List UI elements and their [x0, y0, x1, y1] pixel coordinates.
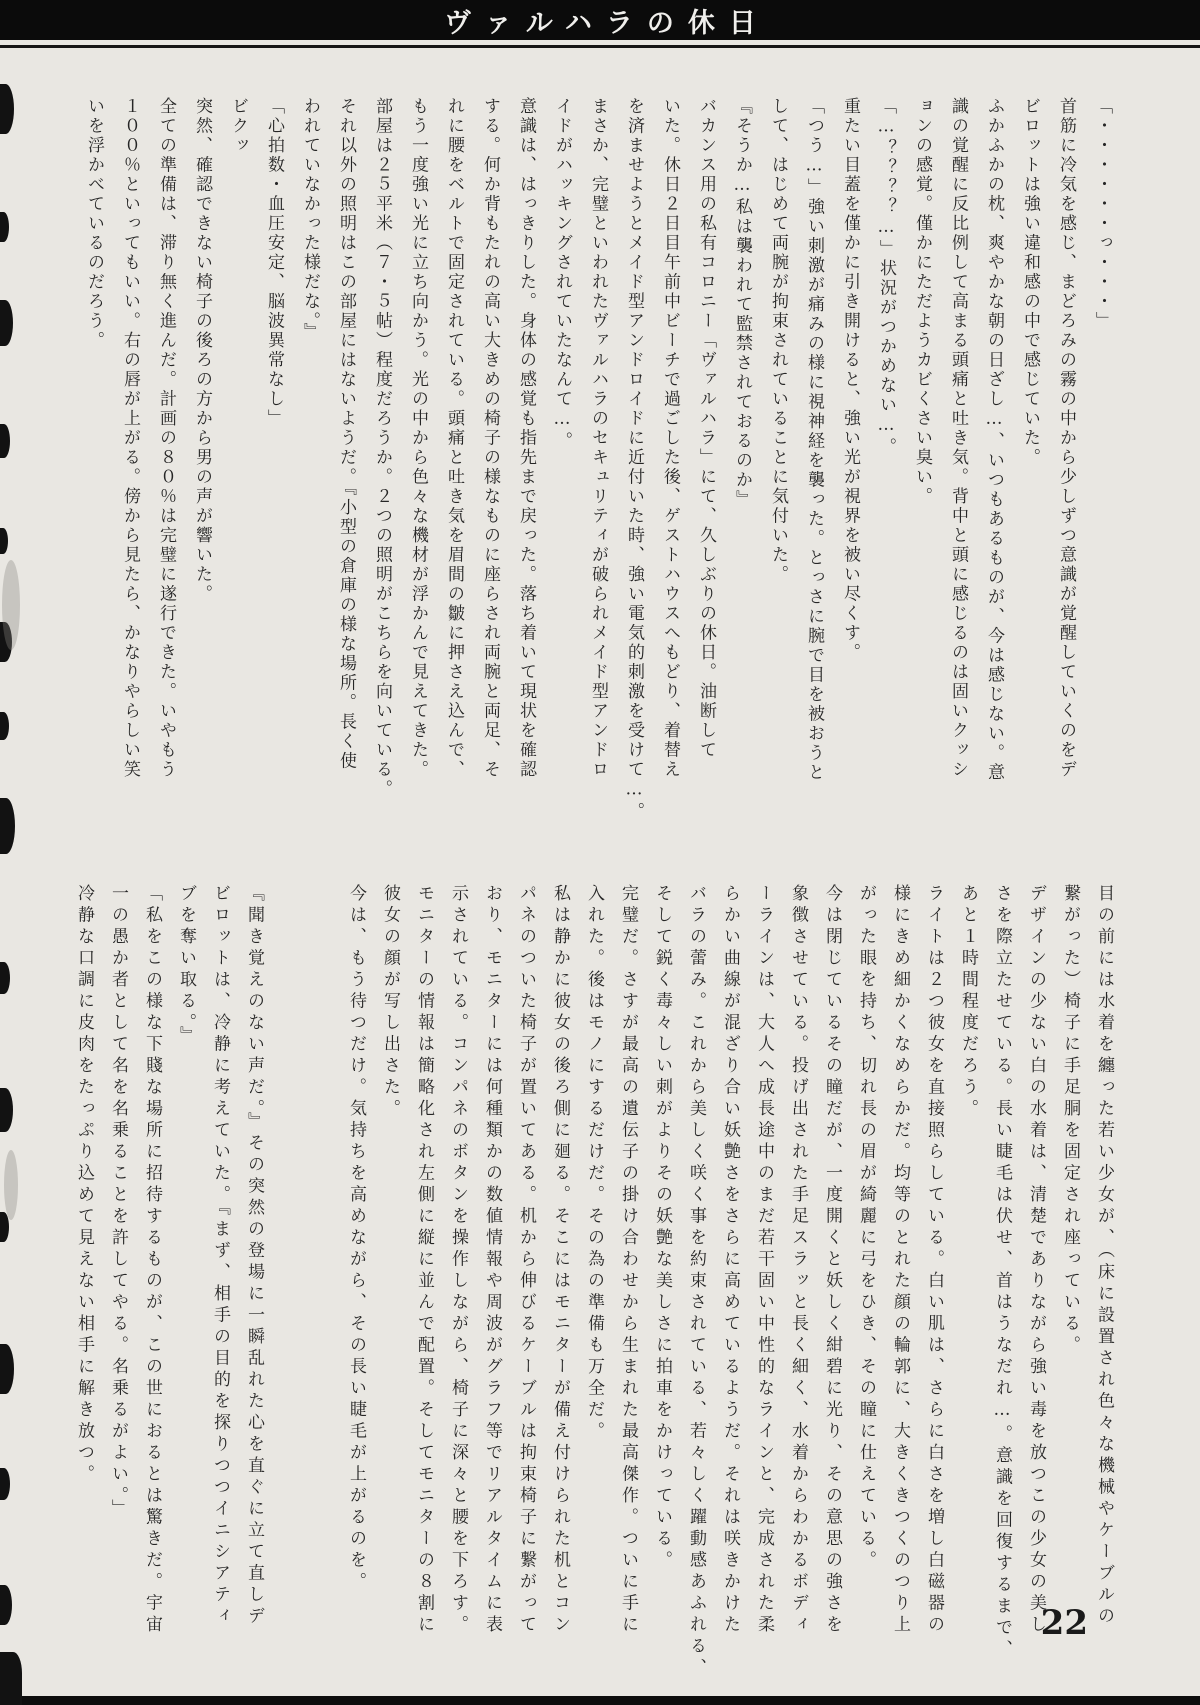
- scan-artifact: [0, 798, 15, 854]
- scan-artifact: [0, 1468, 10, 1500]
- text-column: まさか、完璧といわれたヴァルハラのセキュリティが破られメイド型アンドロ: [588, 97, 608, 780]
- text-column: 象徴させている。投げ出された手足スラッと長く細く、水着からわかるボディ: [788, 884, 808, 1637]
- text-column: 示されている。コンパネのボタンを操作しながら、椅子に深々と腰を下ろす。: [448, 884, 468, 1637]
- text-column: １００％といってもいい。右の唇が上がる。傍から見たら、かなりやらしい笑: [120, 97, 140, 780]
- text-column: 重たい目蓋を僅かに引き開けると、強い光が視界を被い尽くす。: [840, 97, 860, 663]
- text-column: ふかふかの枕、爽やかな朝の日ざし…、いつもあるものが、今は感じない。意: [984, 97, 1004, 783]
- text-column: われていなかった様だな。』: [300, 97, 320, 342]
- scan-artifact: [0, 1088, 13, 1132]
- text-column: 目の前には水着を纏った若い少女が、（床に設置され色々な機械やケーブルの: [1094, 884, 1114, 1628]
- text-column: ョンの感覚。僅かにただようカビくさい臭い。: [912, 97, 932, 507]
- page-number: 22: [1040, 1603, 1088, 1643]
- text-column: 「心拍数・血圧安定、脳波異常なし」: [264, 97, 284, 429]
- text-column: 突然、確認できない椅子の後ろの方から男の声が響いた。: [192, 97, 212, 604]
- text-column: さを際立たせている。長い睫毛は伏せ、首はうなだれ…。意識を回復するまで、: [992, 884, 1012, 1661]
- text-column: 『聞き覚えのない声だ。』その突然の登場に一瞬乱れた心を直ぐに立て直しデ: [244, 884, 264, 1628]
- text-column: そして鋭く毒々しい刺がよりその妖艶な美しさに拍車をかけっている。: [652, 884, 672, 1572]
- text-column: 私は静かに彼女の後ろ側に廻る。そこにはモニターが備え付けられた机とコン: [550, 884, 570, 1637]
- text-column: を済ませようとメイド型アンドロイドに近付いた時、強い電気的刺激を受けて…。: [624, 97, 644, 822]
- text-column: デザインの少ない白の水着は、清楚でありながら強い毒を放つこの少女の美し: [1026, 884, 1046, 1637]
- text-column: 「つう…」強い刺激が痛みの様に視神経を襲った。とっさに腕で目を被おうと: [804, 97, 824, 783]
- text-column: 繋がった）椅子に手足胴を固定され座っている。: [1060, 884, 1080, 1357]
- text-column: ビクッ: [228, 97, 248, 156]
- text-column: ライトは２つ彼女を直接照らしている。白い肌は、さらに白さを増し白磁器の: [924, 884, 944, 1637]
- text-column: 意識は、はっきりした。身体の感覚も指先まで戻った。落ち着いて現状を確認: [516, 97, 536, 780]
- scan-smudge: [2, 560, 20, 650]
- text-column: モニターの情報は簡略化され左側に縦に並んで配置。そしてモニターの８割に: [414, 884, 434, 1637]
- text-column: 今は閉じているその瞳だが、一度開くと妖しく紺碧に光り、その意思の強さを: [822, 884, 842, 1637]
- text-column: 『そうか…私は襲われて監禁されておるのか』: [732, 97, 752, 510]
- text-column: いを浮かべているのだろう。: [84, 97, 104, 351]
- text-column: バラの蕾み。これから美しく咲く事を約束されている、若々しく躍動感あふれる、: [686, 884, 706, 1680]
- text-column: ビロットは強い違和感の中で感じていた。: [1020, 97, 1040, 468]
- text-column: がった眼を持ち、切れ長の眉が綺麗に弓をひき、その瞳に仕えている。: [856, 884, 876, 1572]
- text-column: 冷静な口調に皮肉をたっぷり込めて見えない相手に解き放つ。: [74, 884, 94, 1486]
- text-column: もう一度強い光に立ち向かう。光の中から色々な機材が浮かんで見えてきた。: [408, 97, 428, 780]
- text-column: 「…？？？？…」状況がつかめない…。: [876, 97, 896, 457]
- text-column: 「・・・・・・っ・・・」: [1092, 97, 1112, 331]
- text-column: 「私をこの様な下賤な場所に招待するものが、この世におるとは驚きだ。宇宙: [142, 884, 162, 1637]
- title-bar: [0, 0, 1200, 40]
- scan-artifact: [0, 528, 8, 554]
- text-column: パネのついた椅子が置いてある。机から伸びるケーブルは拘束椅子に繋がって: [516, 884, 536, 1637]
- scan-artifact: [0, 1585, 12, 1625]
- text-column: バカンス用の私有コロニー「ヴァルハラ」にて、久しぶりの休日。油断して: [696, 97, 716, 760]
- text-column: して、はじめて両腕が拘束されていることに気付いた。: [768, 97, 788, 585]
- text-column: 一の愚か者として名を名乗ることを許してやる。名乗るがよい。」: [108, 884, 128, 1521]
- title-rule: [0, 45, 1200, 48]
- text-column: 様にきめ細かくなめらかだ。均等のとれた顔の輪郭に、大きくきつくのつり上: [890, 884, 910, 1637]
- scan-artifact: [0, 962, 10, 994]
- scan-artifact: [0, 424, 10, 458]
- text-column: 部屋は２５平米（７・５帖）程度だろうか。２つの照明がこちらを向いている。: [372, 97, 392, 799]
- text-column: 彼女の顔が写し出さた。: [380, 884, 400, 1121]
- text-column: 首筋に冷気を感じ、まどろみの霧の中から少しずつ意識が覚醒していくのをデ: [1056, 97, 1076, 780]
- text-column: らかい曲線が混ざり合い妖艶さをさらに高めているようだ。それは咲きかけた: [720, 884, 740, 1637]
- text-column: れに腰をベルトで固定されている。頭痛と吐き気を眉間の皺に押さえ込んで、: [444, 97, 464, 780]
- bottom-edge-bar: [0, 1696, 1200, 1705]
- text-column: 入れた。後はモノにするだけだ。その為の準備も万全だ。: [584, 884, 604, 1443]
- page-title: ヴァルハラの休日: [444, 7, 770, 39]
- scan-artifact: [0, 300, 13, 346]
- bottom-text-block: [58, 884, 1114, 1680]
- scan-artifact: [0, 712, 9, 740]
- text-column: 完璧だ。さすが最高の遺伝子の掛け合わせから生まれた最高傑作。ついに手に: [618, 884, 638, 1637]
- text-column: イドがハッキングされていたなんて…。: [552, 97, 572, 451]
- text-column: おり、モニターには何種類かの数値情報や周波がグラフ等でリアルタイムに表: [482, 884, 502, 1637]
- scan-smudge: [4, 1150, 18, 1220]
- top-text-block: [66, 97, 1112, 822]
- scan-artifact: [0, 212, 9, 242]
- text-column: 識の覚醒に反比例して高まる頭痛と吐き気。背中と頭に感じるのは固いクッシ: [948, 97, 968, 780]
- text-column: 今は、もう待つだけ。気持ちを高めながら、その長い睫毛が上がるのを。: [346, 884, 366, 1594]
- text-column: あと１時間程度だろう。: [958, 884, 978, 1121]
- text-column: いた。休日２日目午前中ビーチで過ごした後、ゲストハウスへもどり、着替え: [660, 97, 680, 780]
- text-column: ブを奪い取る。』: [176, 884, 196, 1048]
- text-column: ビロットは、冷静に考えていた。『まず、相手の目的を探りつつイニシアティ: [210, 884, 230, 1628]
- text-column: ーラインは、大人へ成長途中のまだ若干固い中性的なラインと、完成された柔: [754, 884, 774, 1637]
- text-column: それ以外の照明はこの部屋にはないようだ。『小型の倉庫の様な場所。長く使: [336, 97, 356, 771]
- scan-artifact: [0, 84, 14, 134]
- scan-artifact: [0, 1344, 14, 1394]
- text-column: する。何か背もたれの高い大きめの椅子の様なものに座らされ両腕と両足、そ: [480, 97, 500, 780]
- scan-artifact: [0, 1652, 22, 1705]
- text-column: 全ての準備は、滞り無く進んだ。計画の８０％は完璧に遂行できた。いやもう: [156, 97, 176, 780]
